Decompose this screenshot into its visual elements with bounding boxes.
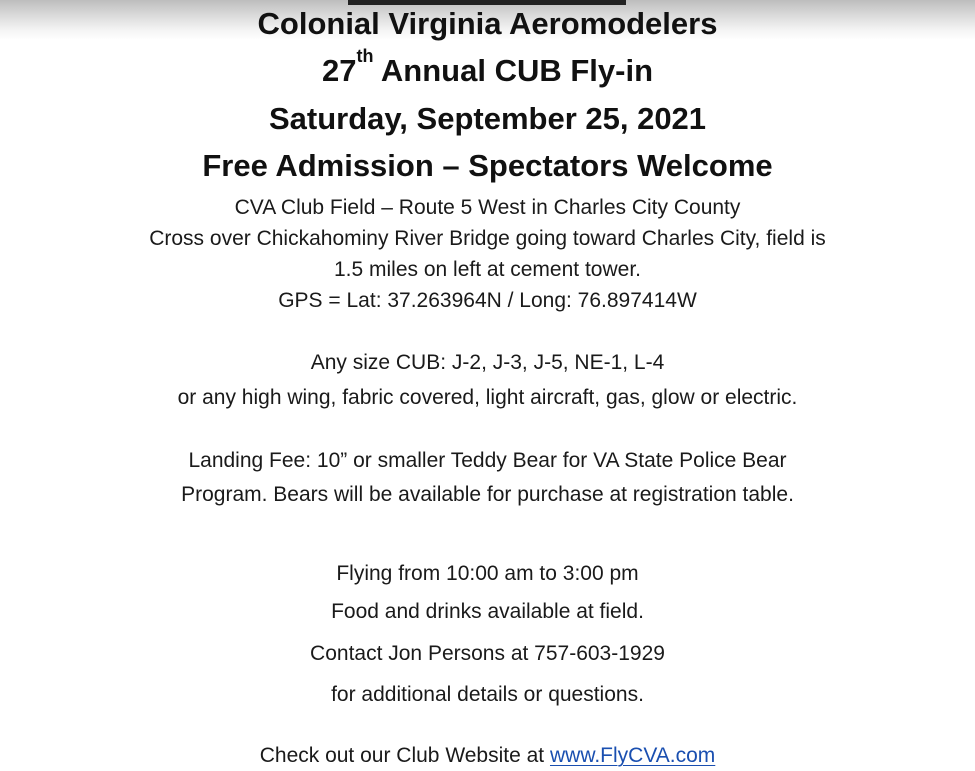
landing-fee-line-2: Program. Bears will be available for purchase at registration table.: [181, 483, 794, 506]
contact-info: Contact Jon Persons at 757-603-1929: [310, 642, 665, 665]
food-drinks: Food and drinks available at field.: [331, 600, 644, 623]
event-ordinal-number: 27: [321, 53, 357, 88]
website-line: [0, 742, 975, 770]
event-date-heading: Saturday, September 25, 2021: [268, 101, 707, 136]
event-name: Annual CUB Fly-in: [373, 53, 654, 88]
flying-hours: Flying from 10:00 am to 3:00 pm: [336, 562, 639, 585]
gps-coordinates: GPS = Lat: 37.263964N / Long: 76.897414W: [278, 289, 697, 312]
directions-line-1: Cross over Chickahominy River Bridge going toward Charles City, field is: [149, 227, 826, 250]
admission-heading: Free Admission – Spectators Welcome: [202, 148, 773, 183]
club-website-link[interactable]: www.FlyCVA.com: [549, 744, 716, 767]
website-prefix: Check out our Club Website at: [259, 744, 550, 767]
event-title-heading: [0, 46, 975, 91]
event-ordinal-suffix: th: [356, 46, 374, 66]
field-location: CVA Club Field – Route 5 West in Charles City County: [234, 196, 741, 219]
club-name-heading: Colonial Virginia Aeromodelers: [257, 6, 718, 41]
landing-fee-line-1: Landing Fee: 10” or smaller Teddy Bear for VA State Police Bear: [188, 449, 787, 472]
aircraft-types-line-2: or any high wing, fabric covered, light aircraft, gas, glow or electric.: [177, 386, 798, 409]
aircraft-types-line-1: Any size CUB: J-2, J-3, J-5, NE-1, L-4: [310, 351, 665, 374]
directions-line-2: 1.5 miles on left at cement tower.: [334, 258, 641, 281]
contact-note: for additional details or questions.: [331, 683, 644, 706]
